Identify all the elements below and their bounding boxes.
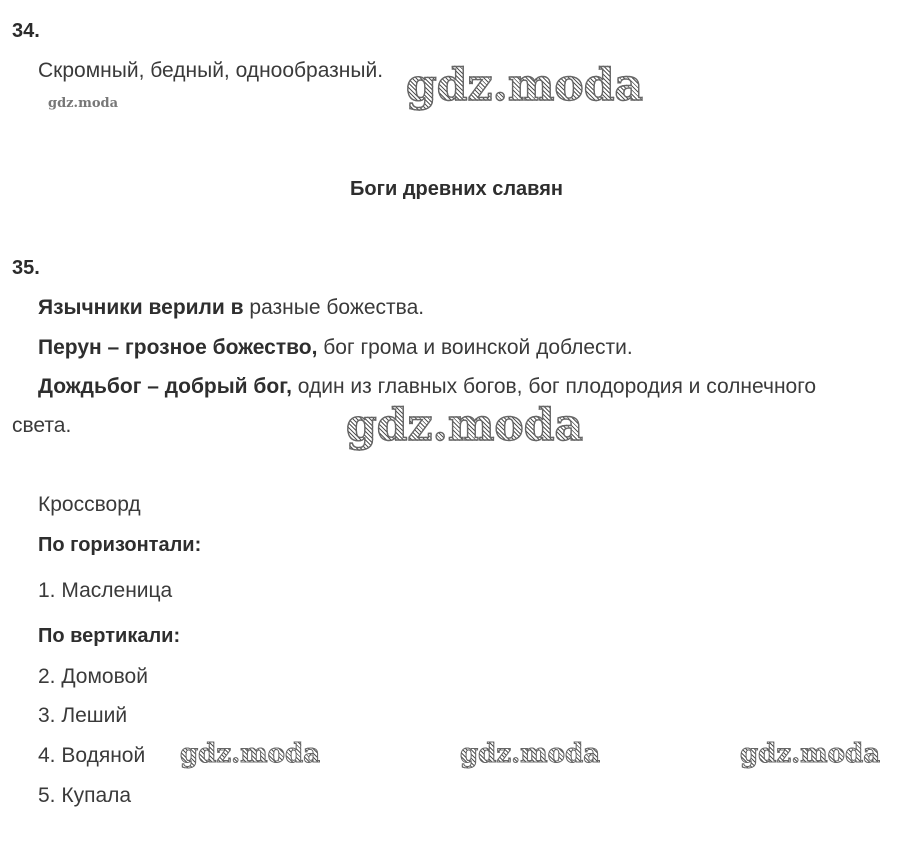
watermark-logo: gdz.moda	[460, 739, 601, 769]
task-35-line-2	[38, 336, 633, 360]
section-heading: Боги древних славян	[350, 178, 563, 200]
watermark-logo: gdz.moda	[740, 739, 881, 769]
line-2-rest: бог грома и воинской доблести.	[317, 336, 633, 359]
watermark-logo: gdz.moda	[346, 400, 584, 451]
task-35-number: 35.	[12, 257, 40, 279]
line-2-bold: Перун – грозное божество,	[38, 336, 318, 359]
task-35-line-3	[38, 375, 816, 399]
line-3-rest: один из главных богов, бог плодородия и солнечного	[291, 375, 817, 398]
vertical-item: 2. Домовой	[38, 665, 148, 688]
vertical-label: По вертикали:	[38, 625, 181, 647]
watermark-logo: gdz.moda	[406, 60, 644, 111]
watermark-logo-small: gdz.moda	[48, 96, 119, 111]
vertical-item: 5. Купала	[38, 784, 132, 807]
horizontal-item: 1. Масленица	[38, 579, 173, 602]
line-1-bold: Язычники верили в	[38, 296, 244, 319]
line-1-rest: разные божества.	[243, 296, 425, 319]
watermark-logo: gdz.moda	[180, 739, 321, 769]
vertical-item: 4. Водяной	[38, 744, 146, 767]
task-35-line-3-continuation: света.	[12, 414, 72, 437]
task-35-line-1	[38, 296, 424, 320]
crossword-title: Кроссворд	[38, 493, 141, 516]
task-34-answer: Скромный, бедный, однообразный.	[38, 59, 384, 82]
line-3-bold: Дождьбог – добрый бог,	[38, 375, 292, 398]
vertical-item: 3. Леший	[38, 704, 128, 727]
task-34-number: 34.	[12, 20, 40, 42]
horizontal-label: По горизонтали:	[38, 534, 202, 556]
